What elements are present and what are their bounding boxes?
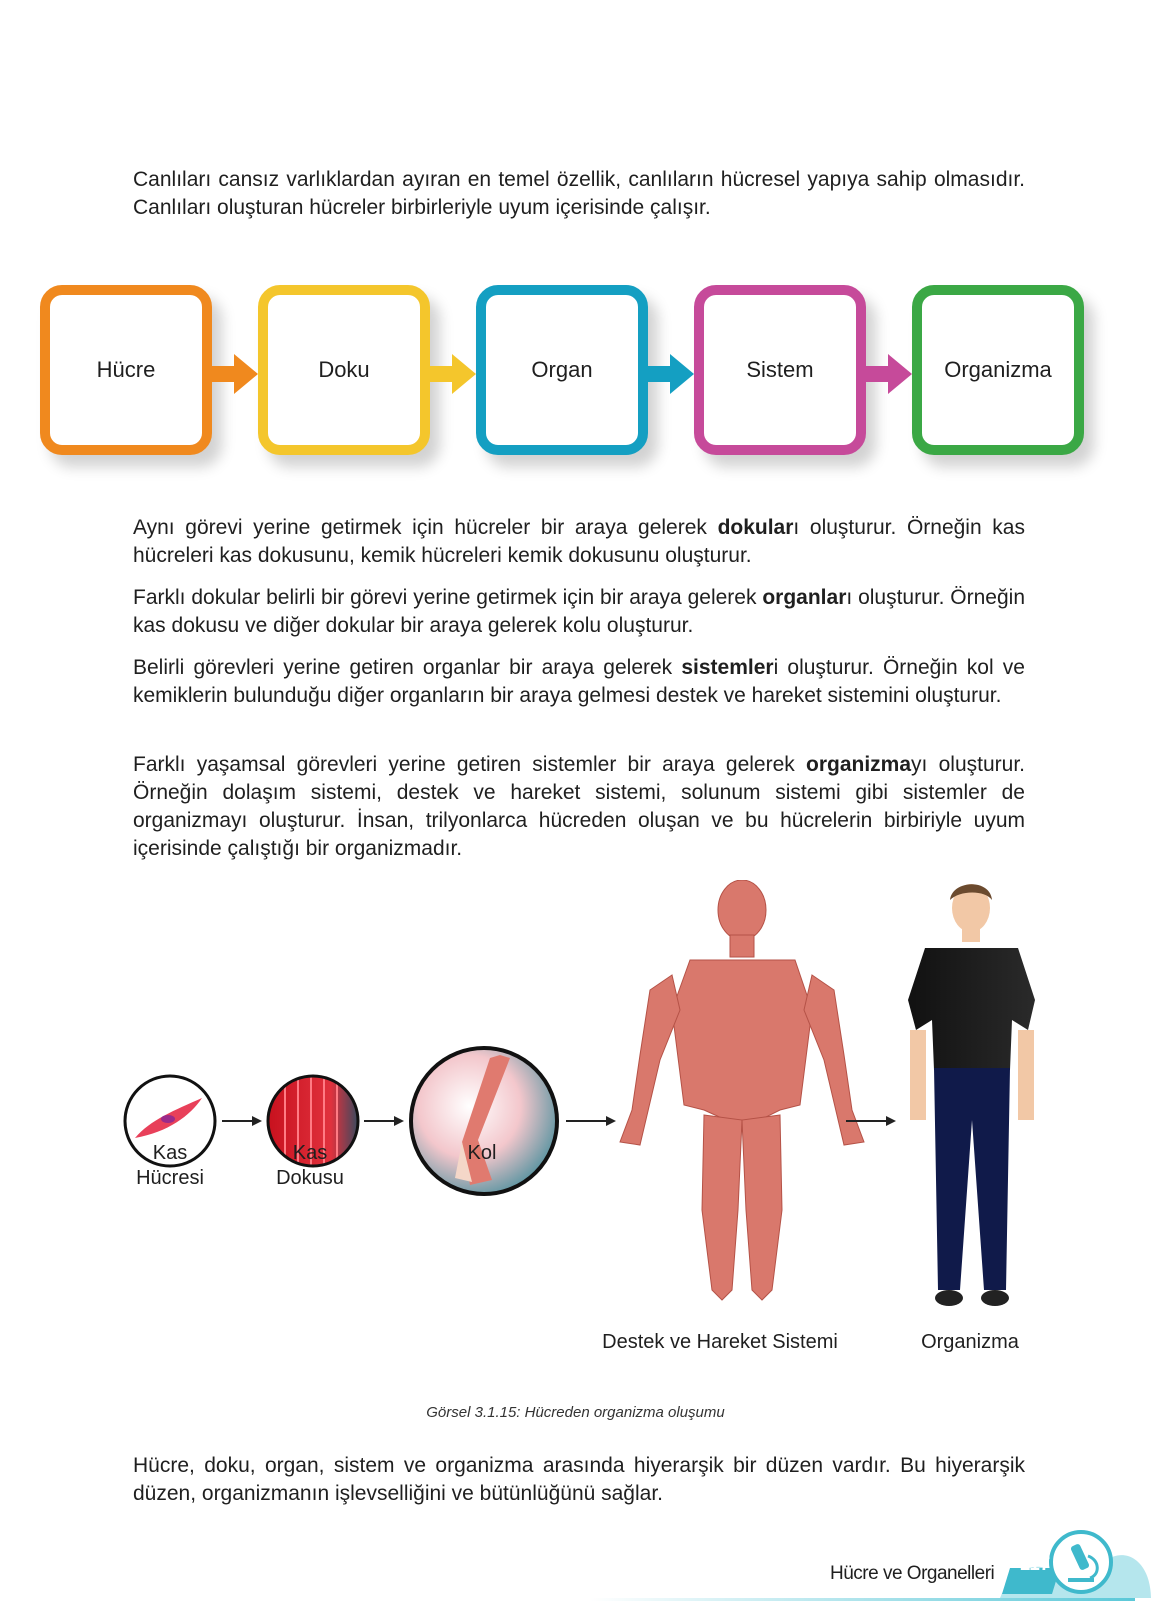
chain-label-organism: Organizma [944,357,1052,382]
chain-label-system: Sistem [746,357,814,382]
paragraph-tissue [133,514,1025,570]
chain-label-organ: Organ [531,357,593,382]
microscope-icon [1051,1532,1111,1592]
figure-arrow-3-icon [566,1116,616,1126]
conclusion-paragraph: Hücre, doku, organ, sistem ve organizma arasında hiyerarşik bir düzen vardır. Bu hiyerarşik düzen, organizmanın işlevselliğini ve bütünlüğünü sağlar. [133,1454,1025,1505]
chapter-title: Hücre ve Organelleri [830,1563,995,1584]
text: Farklı dokular belirli bir görevi yerine getirmek için bir araya gelerek [133,586,763,609]
text: Kas [292,1142,328,1164]
figure-arrow-1-icon [222,1116,262,1126]
label-muscle-tissue [264,1141,356,1191]
hierarchy-chain [0,0,1151,500]
text: ı oluşturur. Örneğin kas dokusu ve diğer dokular bir araya gelerek kolu oluşturur. [133,586,1026,637]
chain-box-organism [912,285,1084,455]
text: Belirli görevleri yerine getiren organlar bir araya gelerek [133,656,682,679]
chain-box-system [694,285,866,455]
chain-label-tissue: Doku [318,357,370,382]
text: Hücresi [136,1167,204,1189]
chain-label-cell: Hücre [96,357,156,382]
text: Dokusu [276,1167,344,1189]
text: Aynı görevi yerine getirmek için hücreler bir araya gelerek [133,516,718,539]
page-number: 117 [1019,1554,1051,1575]
chain-arrow-1-icon [208,352,258,396]
person-icon [908,884,1035,1306]
figure-arrow-2-icon [364,1116,404,1126]
label-organism: Organizma [921,1331,1019,1353]
text: ı oluşturur. Örneğin kas hücreleri kas dokusunu, kemik hücreleri kemik dokusunu oluşturur. [133,516,1025,567]
label-support-movement-system: Destek ve Hareket Sistemi [602,1331,838,1353]
chain-box-cell [40,285,212,455]
arm-icon [411,1048,557,1194]
label-muscle-cell [124,1141,216,1191]
chain-box-tissue [258,285,430,455]
label-arm: Kol [467,1142,497,1164]
muscular-system-icon [620,880,864,1300]
chain-arrow-4-icon [862,352,912,396]
paragraph-system [133,654,1025,710]
figure-caption: Görsel 3.1.15: Hücreden organizma oluşumu [426,1404,725,1421]
bold-term: dokular [717,516,794,539]
paragraph-organ [133,584,1025,640]
text: Farklı yaşamsal görevleri yerine getiren sistemler bir araya gelerek [133,753,807,776]
chain-arrow-2-icon [426,352,476,396]
bold-term: organlar [762,586,847,609]
text: yı oluşturur. Örneğin dolaşım sistemi, destek ve hareket sistemi, solunum sistemi gibi sistemler de organizmayı oluşturur. İnsan, trilyonlarca hücreden oluşan ve bu hücrelerin birbiriyle uyum içerisinde çalıştığı bir organizmadır. [133,753,1025,860]
paragraph-organism [133,751,1025,863]
chain-arrow-3-icon [644,352,694,396]
chain-box-organ [476,285,648,455]
figure-illustration [0,880,1151,1370]
bold-term: organizma [806,753,912,776]
intro-paragraph: Canlıları cansız varlıklardan ayıran en temel özellik, canlıların hücresel yapıya sahip olmasıdır. Canlıları oluşturan hücreler birbirleriyle uyum içerisinde çalışır. [133,168,1025,219]
text: Kas [152,1142,188,1164]
bold-term: sistemler [681,656,774,679]
text: i oluşturur. Örneğin kol ve kemiklerin bulunduğu diğer organların bir araya gelmesi destek ve hareket sistemini oluşturur. [133,656,1025,707]
